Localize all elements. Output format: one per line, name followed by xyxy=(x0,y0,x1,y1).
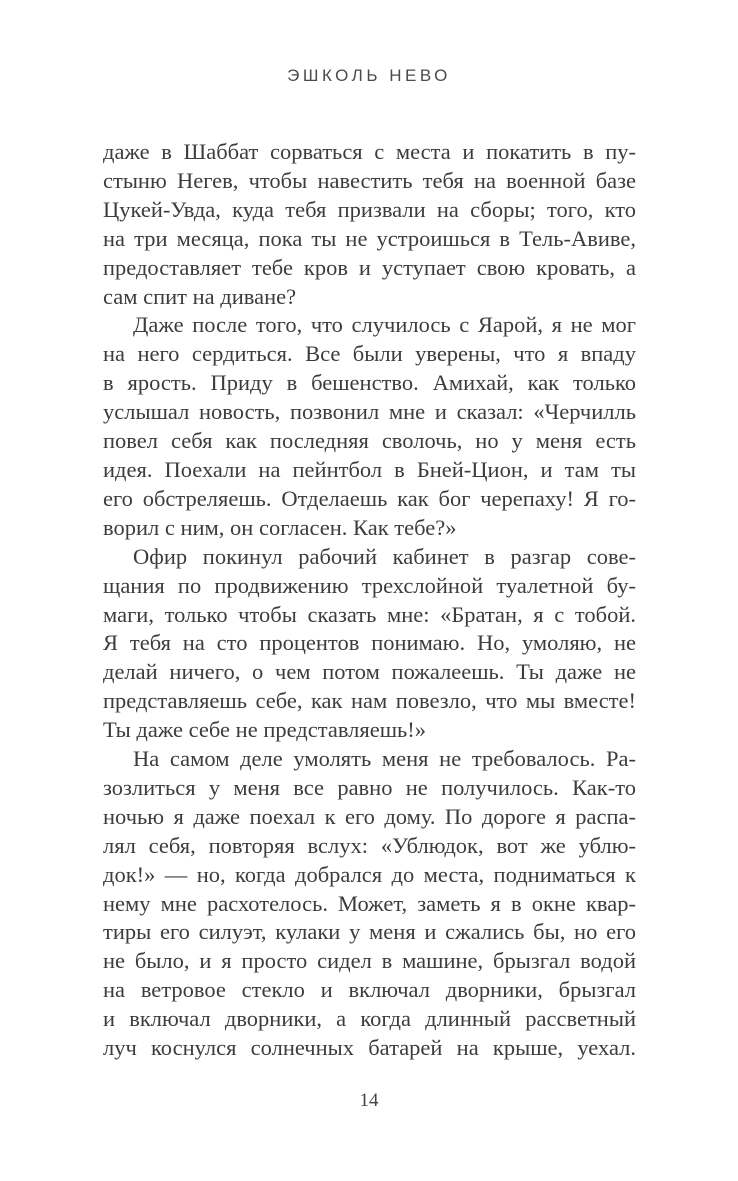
text-line: сам спит на диване? xyxy=(103,283,297,309)
text-line: Даже после того, что случилось с Яарой, я не мог xyxy=(133,312,636,338)
text-line: Цукей-Увда, куда тебя призвали на сборы; того, кто xyxy=(103,196,636,222)
paragraph xyxy=(103,138,636,311)
text-line: ночью я даже поехал к его дому. По дороге я распа- xyxy=(103,803,636,829)
text-line: предоставляет тебе кров и уступает свою кровать, а xyxy=(103,254,636,280)
text-line: Офир покинул рабочий кабинет в разгар сове- xyxy=(133,543,636,569)
paragraph xyxy=(103,745,636,1063)
text-line: на три месяца, пока ты не устроишься в Тель-Авиве, xyxy=(103,225,636,251)
running-header-author: ЭШКОЛЬ НЕВО xyxy=(287,66,451,85)
text-line: маги, только чтобы сказать мне: «Братан, я с тобой. xyxy=(103,601,636,627)
text-line: не было, и я просто сидел в машине, брызгал водой xyxy=(103,948,636,974)
text-line: Я тебя на сто процентов понимаю. Но, умоляю, не xyxy=(103,630,636,656)
text-line: услышал новость, позвонил мне и сказал: «Черчилль xyxy=(103,399,636,425)
body-text xyxy=(103,138,636,1063)
paragraph xyxy=(103,543,636,745)
text-line: док!» — но, когда добрался до места, подниматься к xyxy=(103,861,636,887)
text-line: луч коснулся солнечных батарей на крыше, уехал. xyxy=(103,1035,636,1061)
text-line: на него сердиться. Все были уверены, что я впаду xyxy=(103,341,636,367)
text-line: Ты даже себе не представляешь!» xyxy=(103,717,427,743)
page-number: 14 xyxy=(359,1090,379,1111)
text-line: делай ничего, о чем потом пожалеешь. Ты даже не xyxy=(103,659,636,685)
text-line: тиры его силуэт, кулаки у меня и сжались бы, но его xyxy=(103,919,636,945)
text-line: идея. Поехали на пейнтбол в Бней-Цион, и там ты xyxy=(103,456,636,482)
text-line: даже в Шаббат сорваться с места и покатить в пу- xyxy=(103,139,636,164)
text-line: представляешь себе, как нам повезло, что мы вместе! xyxy=(103,688,636,714)
text-line: ворил с ним, он согласен. Как тебе?» xyxy=(103,514,457,540)
text-line: стыню Негев, чтобы навестить тебя на военной базе xyxy=(103,167,636,193)
text-line: на ветровое стекло и включал дворники, брызгал xyxy=(103,977,636,1003)
text-line: зозлиться у меня все равно не получилось. Как-то xyxy=(103,774,636,800)
text-line: лял себя, повторяя вслух: «Ублюдок, вот же ублю- xyxy=(103,832,636,858)
text-line: его обстреляешь. Отделаешь как бог черепаху! Я го- xyxy=(103,485,636,511)
text-line: На самом деле умолять меня не требовалось. Ра- xyxy=(133,746,636,772)
text-line: щания по продвижению трехслойной туалетной бу- xyxy=(103,572,636,598)
text-line: и включал дворники, а когда длинный рассветный xyxy=(103,1006,636,1032)
text-line: в ярость. Приду в бешенство. Амихай, как только xyxy=(103,370,636,396)
paragraph xyxy=(103,311,636,542)
text-line: нему мне расхотелось. Может, заметь я в окне квар- xyxy=(103,890,636,916)
text-line: повел себя как последняя сволочь, но у меня есть xyxy=(103,428,636,454)
